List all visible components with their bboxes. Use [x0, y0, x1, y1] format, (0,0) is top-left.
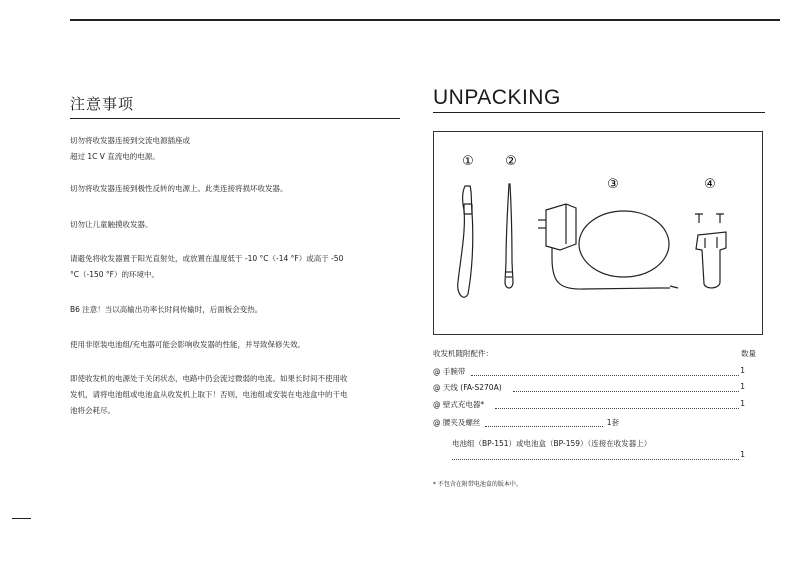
text-line: 即使收发机的电源处于关闭状态，电路中仍会流过微弱的电流。如果长时间不使用收 — [70, 374, 348, 383]
top-rule — [70, 19, 780, 21]
accessory-label: @ 手腕带 — [433, 367, 466, 376]
leader-dots — [485, 426, 603, 427]
precaution-paragraph — [70, 217, 405, 233]
accessory-item — [433, 399, 745, 411]
accessories-list-title: 收发机随附配件： — [433, 349, 493, 358]
antenna-drawing — [505, 184, 513, 288]
wrist-strap-drawing — [458, 186, 473, 297]
figure-label-3: ③ — [607, 177, 619, 192]
accessory-qty: 1 — [740, 366, 745, 375]
accessory-item — [433, 382, 745, 394]
text-line: 超过 1C V 直流电的电源。 — [70, 152, 160, 161]
precaution-paragraph — [70, 337, 405, 353]
quantity-column-label: 数量 — [741, 349, 756, 358]
unpacking-heading: UNPACKING — [433, 86, 765, 113]
accessory-item — [433, 417, 619, 429]
battery-pack-qty: 1 — [740, 450, 745, 459]
figure-label-1: ① — [462, 154, 474, 169]
precautions-heading: 注意事项 — [70, 93, 400, 119]
figure-label-2: ② — [505, 154, 517, 169]
page-corner-rule — [12, 518, 31, 519]
text-line: 使用非原装电池组/充电器可能会影响收发器的性能，并导致保修失效。 — [70, 340, 306, 349]
text-line: 切勿将收发器连接到交流电源插座或 — [70, 136, 190, 145]
text-line: 请避免将收发器置于阳光直射处，或放置在温度低于 -10 °C（-14 °F）或高于 -50 — [70, 254, 344, 263]
accessory-label: @ 壁式充电器* — [433, 400, 485, 409]
text-line: 池将会耗尽。 — [70, 406, 115, 415]
leader-dots — [513, 391, 739, 392]
text-line: B6 注意！当以高输出功率长时间传输时，后面板会变热。 — [70, 305, 263, 314]
precaution-paragraph — [70, 302, 405, 318]
leader-dots — [495, 408, 739, 409]
text-line: 切勿让儿童触摸收发器。 — [70, 220, 153, 229]
precaution-paragraph — [70, 251, 405, 283]
accessory-qty: 1 — [740, 382, 745, 391]
charger-footnote: * 不包含在附带电池盒的版本中。 — [433, 481, 522, 488]
figure-label-4: ④ — [704, 177, 716, 192]
precaution-paragraph — [70, 371, 405, 419]
belt-clip-drawing — [695, 214, 726, 288]
battery-pack-item — [452, 450, 745, 462]
accessories-illustration — [433, 131, 763, 335]
accessories-list-header — [433, 348, 756, 359]
precaution-paragraph — [70, 133, 405, 165]
leader-dots — [471, 375, 739, 376]
leader-dots — [452, 459, 739, 460]
accessory-item — [433, 366, 745, 378]
text-line: 发机，请将电池组或电池盒从收发机上取下！否则，电池组或安装在电池盒中的干电 — [70, 390, 348, 399]
text-line: 切勿将收发器连接到极性反转的电源上。此类连接将损坏收发器。 — [70, 184, 288, 193]
accessory-label: @ 腰夹及螺丝 — [433, 418, 481, 427]
text-line: °C（-150 °F）的环境中。 — [70, 270, 159, 279]
battery-pack-note: 电池组（BP-151）或电池盒（BP-159）（连接在收发器上） — [452, 439, 652, 448]
accessory-qty: 1套 — [606, 418, 619, 427]
accessories-drawing — [434, 132, 764, 336]
accessory-qty: 1 — [740, 399, 745, 408]
accessory-label: @ 天线 (FA-S270A) — [433, 383, 502, 392]
wall-charger-drawing — [538, 204, 678, 289]
precaution-paragraph — [70, 181, 405, 197]
